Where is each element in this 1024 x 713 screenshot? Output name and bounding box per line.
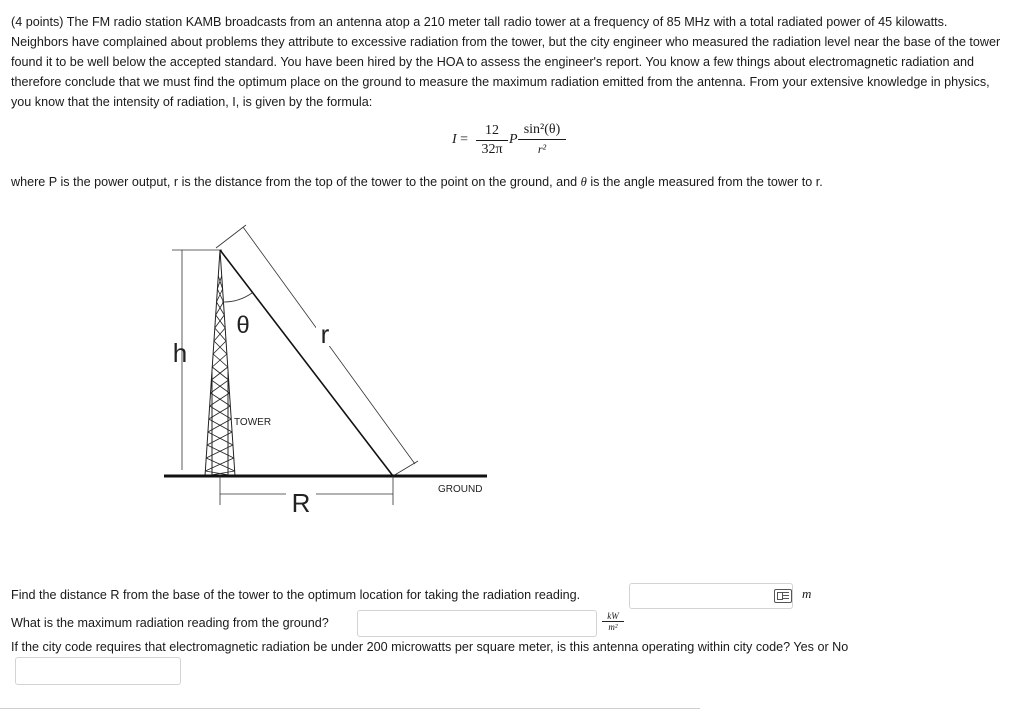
question-city-code: If the city code requires that electromagnetic radiation be under 200 microwatts per square meter, is this antenna operating within city code? Yes or No [11, 640, 849, 654]
coefficient-denominator: 32π [481, 142, 503, 157]
intensity-formula [0, 120, 1024, 164]
formula-coefficient [476, 122, 508, 159]
radiation-unit-denominator: m² [608, 622, 618, 632]
ground-label: GROUND [438, 484, 483, 495]
radiation-unit [602, 611, 624, 632]
radiation-unit-numerator: kW [602, 611, 624, 622]
page-divider [0, 708, 700, 709]
problem-statement: (4 points) The FM radio station KAMB broadcasts from an antenna atop a 210 meter tall radio tower at a frequency of 85 MHz with a total radiated power of 45 kilowatts. Neighbors have complained about problems they attribute to excessive radiation from the tower, but the city engineer who measured the radiation level near the base of the tower found it to be well below the accepted standard. You have been hired by the HOA to assess the engineer's report. You know a few things about electromagnetic radiation and therefore conclude that we must find the optimum place on the ground to measure the maximum radiation emitted from the antenna. From your extensive knowledge in physics, you know that the intensity of radiation, I, is given by the formula: [11, 15, 1001, 109]
height-label: h [172, 338, 188, 368]
radiation-answer-input[interactable] [357, 610, 597, 637]
angular-numerator: sin²(θ) [518, 120, 566, 140]
angular-denominator: r² [537, 142, 547, 156]
question-max-radiation: What is the maximum radiation reading from the ground? [11, 616, 329, 630]
distance-unit: m [802, 586, 812, 601]
r-top-tick [216, 225, 246, 248]
theta-label: θ [236, 312, 250, 339]
theta-arc [222, 293, 252, 302]
formula-lhs: I = [452, 132, 469, 147]
tower-label: TOWER [234, 417, 272, 428]
r-label: r [320, 319, 330, 349]
tower-diagram [150, 220, 490, 520]
formula-angular-term [518, 120, 566, 159]
r-bottom-tick [393, 461, 418, 476]
city-code-answer-input[interactable] [15, 657, 181, 685]
variable-definitions: where P is the power output, r is the distance from the top of the tower to the point on the ground, and θ is the angle measured from the tower to r. [11, 175, 823, 189]
coefficient-numerator: 12 [476, 122, 508, 141]
question-distance: Find the distance R from the base of the tower to the optimum location for taking the radiation reading. [11, 588, 581, 602]
formula-power: P [509, 132, 518, 147]
distance-answer-input[interactable] [629, 583, 793, 609]
R-label: R [291, 488, 311, 518]
theta-symbol: θ [580, 175, 587, 189]
tower-structure [205, 250, 235, 476]
keyboard-icon[interactable] [774, 589, 792, 603]
slant-line [220, 250, 393, 476]
